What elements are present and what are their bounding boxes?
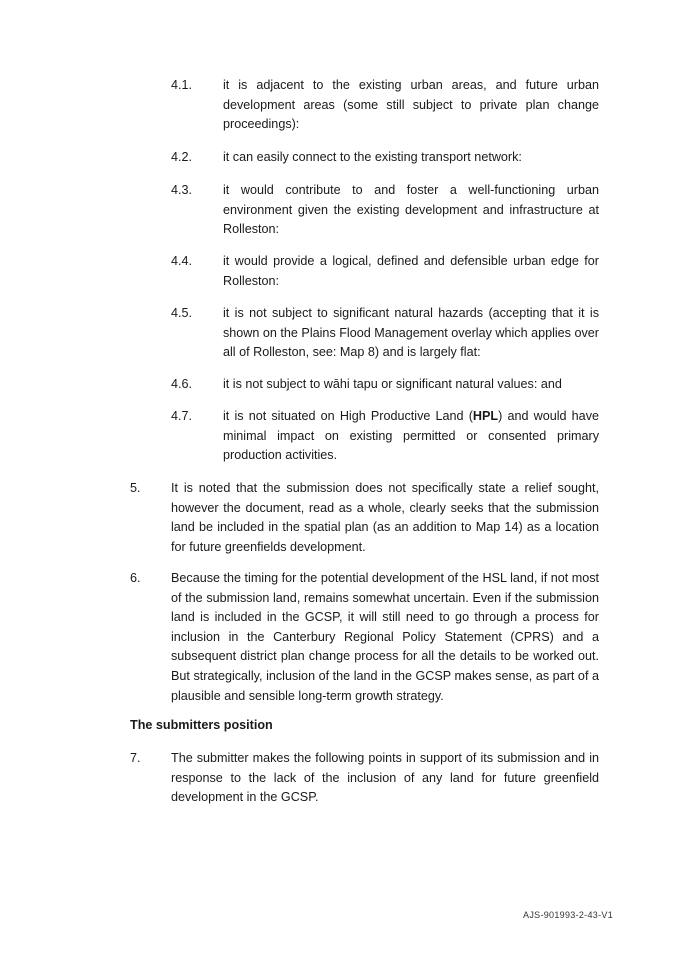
paragraph-number: 5. — [130, 481, 141, 495]
item-number: 4.3. — [171, 183, 193, 197]
paragraph-text: The submitter makes the following points in support of its submission and in response to the lack of the inclusion of any land for future greenfield development in the GCSP. — [171, 751, 599, 805]
paragraph-5 — [130, 479, 599, 557]
hpl-bold-term: HPL — [472, 409, 499, 423]
list-item-4-4 — [171, 252, 599, 291]
item-number: 4.2. — [171, 150, 193, 164]
item-text: it is not subject to significant natural hazards (accepting that it is shown on the Plains Flood Management overlay which applies over all of Rolleston, see: Map 8) and is largely flat: — [223, 306, 599, 360]
paragraph-7 — [130, 749, 599, 808]
item-text: it would provide a logical, defined and defensible urban edge for Rolleston: — [223, 254, 599, 288]
list-item-4-6 — [171, 375, 599, 395]
item-text: it can easily connect to the existing transport network: — [223, 150, 522, 164]
item-text — [223, 407, 599, 466]
item-text-part: ) and would have minimal impact on existing permitted or consented primary production activities. — [223, 409, 599, 463]
list-item-4-1 — [171, 76, 599, 135]
paragraph-number: 6. — [130, 571, 141, 585]
list-item-4-7 — [171, 407, 599, 466]
item-number: 4.1. — [171, 78, 193, 92]
paragraph-text: Because the timing for the potential development of the HSL land, if not most of the submission land, remains somewhat uncertain. Even if the submission land is included in the GCSP, it will still need to go through a process for inclusion in the Canterbury Regional Policy Statement (CPRS) and a subsequent district plan change process for all the details to be worked out. But strategically, inclusion of the land in the GCSP makes sense, as part of a plausible and sensible long-term growth strategy. — [171, 571, 599, 703]
section-heading: The submitters position — [130, 718, 273, 732]
item-number: 4.7. — [171, 409, 193, 423]
document-reference: AJS-901993-2-43-V1 — [523, 910, 613, 920]
item-number: 4.5. — [171, 306, 193, 320]
item-text: it is adjacent to the existing urban areas, and future urban development areas (some still subject to private plan change proceedings): — [223, 78, 599, 132]
list-item-4-3 — [171, 181, 599, 240]
item-text-part: it is not situated on High Productive Land ( — [223, 409, 473, 423]
item-number: 4.6. — [171, 377, 193, 391]
paragraph-text: It is noted that the submission does not specifically state a relief sought, however the document, read as a whole, clearly seeks that the submission land be included in the spatial plan (as an addition to Map 14) as a location for future greenfields development. — [171, 481, 599, 554]
item-text: it is not subject to wāhi tapu or significant natural values: and — [223, 377, 562, 391]
paragraph-6 — [130, 569, 599, 706]
item-text: it would contribute to and foster a well-functioning urban environment given the existing development and infrastructure at Rolleston: — [223, 183, 599, 237]
list-item-4-5 — [171, 304, 599, 363]
item-number: 4.4. — [171, 254, 193, 268]
paragraph-number: 7. — [130, 751, 141, 765]
list-item-4-2 — [171, 148, 599, 168]
